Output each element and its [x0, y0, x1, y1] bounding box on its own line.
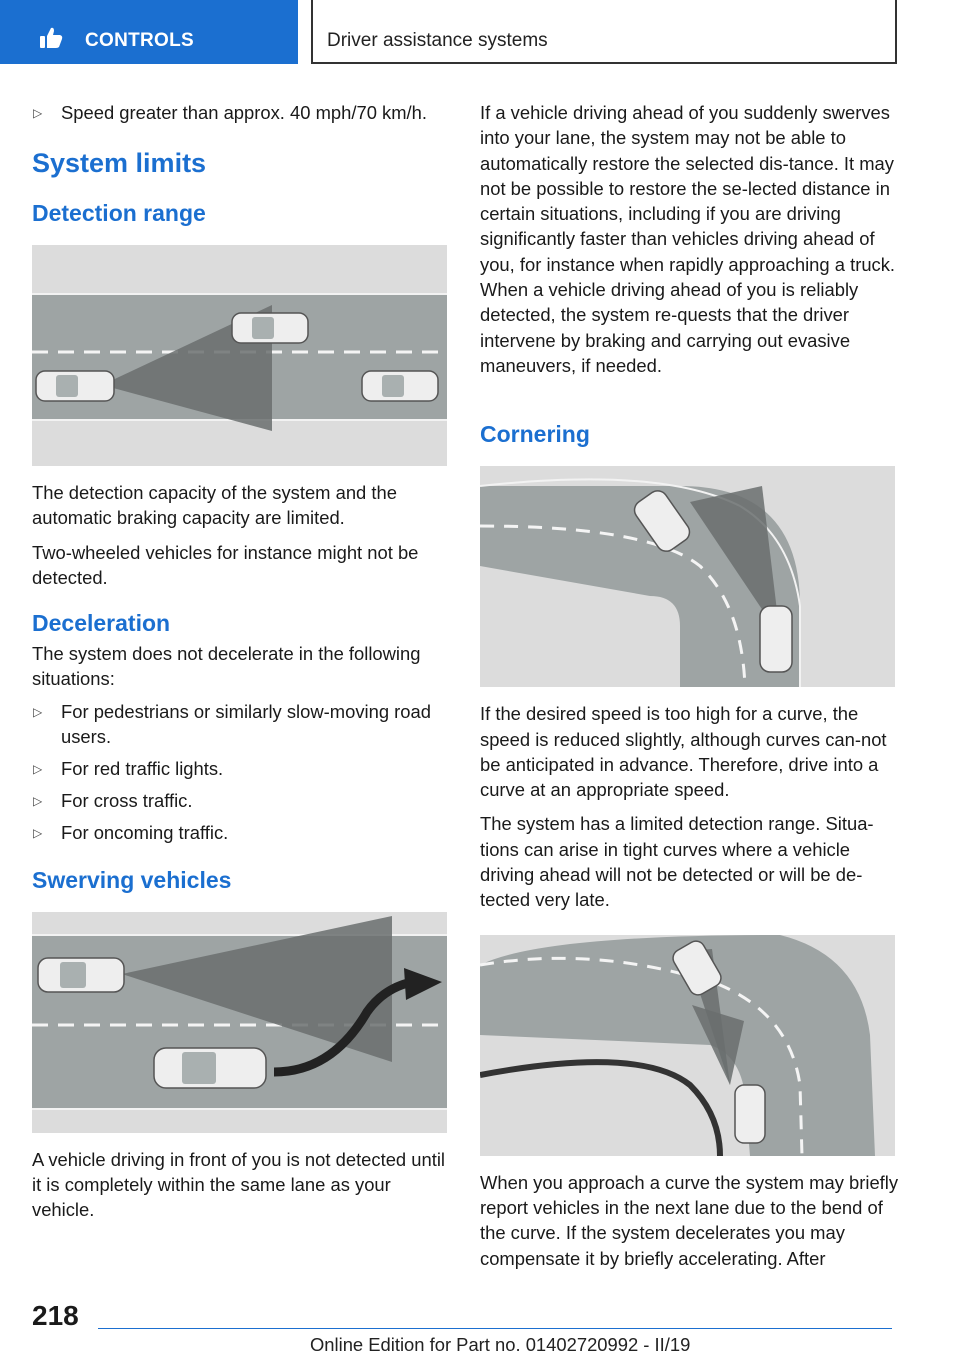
cornering-figure-2 — [480, 935, 895, 1156]
swerving-vehicles-figure — [32, 912, 447, 1133]
section-title: CONTROLS — [85, 30, 195, 51]
chapter-box — [311, 0, 897, 64]
triangle-bullet-icon: ▷ — [33, 106, 43, 120]
cornering-paragraph-3: When you approach a curve the system may briefly report vehicles in the next lane due to the bend of the curve. If the system decelerates you may compensate it by briefly accelerating. After — [480, 1171, 899, 1269]
cornering-paragraph-2: The system has a limited detection range. Situa-tions can arise in tight curves where a vehicle driving ahead will not be detected or will be de-tected very late. — [480, 813, 874, 911]
cornering-paragraph-1: If the desired speed is too high for a curve, the speed is reduced slightly, although curves can-not be anticipated in advance. Therefore, drive into a curve at an appropriate speed. — [480, 703, 887, 801]
heading-system-limits: System limits — [32, 148, 207, 178]
page-header — [0, 0, 960, 66]
footer-rule — [98, 1328, 892, 1329]
deceleration-intro: The system does not decelerate in the following situations: — [32, 643, 421, 690]
detection-paragraph-2: Two-wheeled vehicles for instance might not be detected. — [32, 541, 419, 588]
page-number: 218 — [32, 1300, 79, 1331]
triangle-bullet-icon: ▷ — [33, 704, 43, 719]
right-column — [480, 100, 900, 1271]
triangle-bullet-icon: ▷ — [33, 793, 43, 808]
heading-cornering: Cornering — [480, 421, 590, 448]
cornering-figure-1 — [480, 466, 895, 687]
chapter-title: Driver assistance systems — [327, 30, 548, 51]
deceleration-bullet-list — [32, 699, 452, 845]
section-tab — [0, 0, 298, 64]
heading-deceleration: Deceleration — [32, 610, 171, 637]
swerving-paragraph-2: If a vehicle driving ahead of you suddenly swerves into your lane, the system may not be able to automatically restore the selected dis-tance. It may not be possible to restore the se-lected distance in certain situations, including if you are driving significantly faster than vehicles driving ahead of you, for instance when rapidly approaching a truck. When a vehicle driving ahead of you is reliably detected, the system re-quests that the driver intervene by braking and carrying out evasive maneuvers, if needed. — [480, 102, 896, 376]
detection-range-figure — [32, 245, 447, 466]
list-item: ▷ Speed greater than approx. 40 mph/70 km/h. — [32, 100, 452, 125]
hand-pointer-icon — [38, 26, 64, 50]
list-item: ▷ For oncoming traffic. — [32, 820, 452, 845]
list-item: ▷ For pedestrians or similarly slow-moving road users. — [33, 700, 431, 747]
edition-text: Online Edition for Part no. 01402720992 - II/19 — [310, 1334, 691, 1355]
triangle-bullet-icon: ▷ — [33, 825, 43, 840]
heading-detection-range: Detection range — [32, 200, 206, 226]
left-column — [32, 100, 452, 1223]
list-item: ▷ For cross traffic. — [32, 788, 452, 813]
speed-bullet-list — [32, 100, 452, 125]
heading-swerving-vehicles: Swerving vehicles — [32, 866, 232, 893]
detection-paragraph-1: The detection capacity of the system and the automatic braking capacity are limited. — [32, 482, 397, 529]
list-item: ▷ For red traffic lights. — [32, 756, 452, 781]
swerving-paragraph-1: A vehicle driving in front of you is not detected until it is completely within the same lane as your vehicle. — [32, 1148, 446, 1221]
page-footer — [0, 1290, 960, 1362]
triangle-bullet-icon: ▷ — [33, 761, 43, 776]
